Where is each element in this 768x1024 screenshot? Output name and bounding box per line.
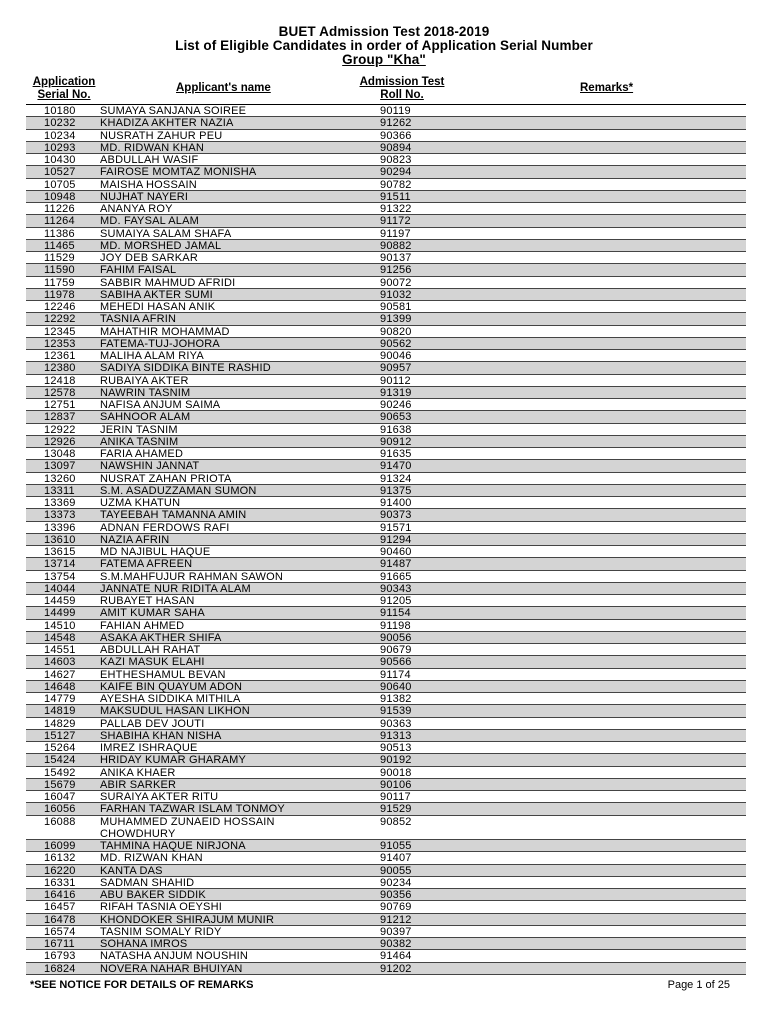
application-serial-cell: 16056 [44,803,76,816]
table-row [26,460,746,472]
application-serial-cell: 14510 [44,619,76,632]
applicant-name-cell: MALIHA ALAM RIYA [100,350,204,362]
application-serial-cell: 12751 [44,399,76,411]
application-serial-cell: 16711 [44,938,75,950]
roll-number-cell: 91382 [380,693,412,705]
applicant-name-cell: MD. RIZWAN KHAN [100,852,203,865]
applicant-name-cell: FARIA AHAMED [100,448,184,460]
roll-number-cell: 91539 [380,705,412,718]
applicant-name-cell: ADNAN FERDOWS RAFI [100,521,230,534]
application-serial-cell: 14044 [44,582,76,595]
application-serial-cell: 13097 [44,460,76,473]
applicant-name-cell: ASAKA AKTHER SHIFA [100,631,222,644]
table-row [26,228,746,240]
roll-number-cell: 90513 [380,742,412,754]
roll-number-cell: 90882 [380,239,412,252]
application-serial-cell: 10180 [44,105,76,117]
application-serial-cell: 12345 [44,325,76,338]
application-serial-cell: 10705 [44,178,76,191]
applicant-name-cell: KHONDOKER SHIRAJUM MUNIR [100,913,275,926]
applicant-name-cell: EHTHESHAMUL BEVAN [100,668,226,681]
application-serial-cell: 12292 [44,313,76,326]
roll-number-cell: 90382 [380,938,412,950]
application-serial-cell: 13048 [44,448,76,460]
applicant-name-cell: AYESHA SIDDIKA MITHILA [100,693,241,705]
applicant-name-cell: TASNIM SOMALY RIDY [100,925,222,938]
table-row [26,105,746,117]
roll-number-cell: 91202 [380,962,412,975]
applicant-name-cell: MAISHA HOSSAIN [100,178,197,191]
column-header-serial [26,76,102,102]
table-row [26,362,746,374]
applicant-name-cell: NAZIA AFRIN [100,533,170,546]
applicant-name-cell: JANNATE NUR RIDITA ALAM [100,582,251,595]
applicant-name-cell: ABU BAKER SIDDIK [100,889,206,901]
applicant-name-cell: KHADIZA AKHTER NAZIA [100,117,234,130]
roll-number-cell: 91399 [380,313,412,326]
table-row [26,644,746,656]
application-serial-cell: 16793 [44,950,76,963]
roll-number-cell: 91294 [380,533,412,546]
applicant-name-cell: FAIROSE MOMTAZ MONISHA [100,166,257,179]
roll-number-cell: 90137 [380,252,412,264]
column-header-roll-line1: Admission Test [359,76,445,88]
applicant-name-cell: AMIT KUMAR SAHA [100,607,205,620]
roll-number-cell: 90820 [380,325,412,338]
page-number: Page 1 of 25 [667,979,730,991]
table-row [26,497,746,509]
roll-number-cell: 91324 [380,472,412,485]
roll-number-cell: 91571 [380,521,412,534]
table-row [26,803,746,815]
column-header-serial-line2: Serial No. [37,89,91,101]
application-serial-cell: 14551 [44,644,76,656]
applicant-name-cell: S.M. ASADUZZAMAN SUMON [100,484,257,497]
table-row [26,595,746,607]
table-row [26,191,746,203]
application-serial-cell: 16824 [44,962,76,975]
table-row [26,693,746,705]
application-serial-cell: 12926 [44,435,76,448]
table-row [26,436,746,448]
applicant-name-cell: SUMAIYA SALAM SHAFA [100,227,232,240]
table-row [26,277,746,289]
applicant-name-cell: ABDULLAH WASIF [100,154,199,166]
table-row [26,558,746,570]
applicant-name-cell: RIFAH TASNIA OEYSHI [100,901,222,914]
table-row [26,901,746,913]
roll-number-cell: 91375 [380,484,412,497]
roll-number-cell: 91322 [380,203,412,215]
table-row [26,571,746,583]
column-header-name: Applicant's name [176,82,271,94]
table-row [26,730,746,742]
application-serial-cell: 13369 [44,497,76,509]
remarks-notice: *SEE NOTICE FOR DETAILS OF REMARKS [30,979,254,991]
application-serial-cell: 15492 [44,766,76,779]
application-serial-cell: 16047 [44,791,76,803]
roll-number-cell: 90397 [380,925,412,938]
table-row [26,411,746,423]
roll-number-cell: 91470 [380,460,412,473]
roll-number-cell: 90055 [380,864,412,877]
roll-number-cell: 90192 [380,754,412,767]
table-row [26,865,746,877]
roll-number-cell: 91638 [380,423,412,436]
applicant-name-cell: FATEMA AFREEN [100,558,193,571]
applicant-name-cell: NOVERA NAHAR BHUIYAN [100,962,243,975]
table-row [26,313,746,325]
roll-number-cell: 90106 [380,778,412,791]
table-row [26,938,746,950]
table-row [26,117,746,129]
roll-number-cell: 90046 [380,350,412,362]
roll-number-cell: 90653 [380,411,412,424]
application-serial-cell: 10232 [44,117,76,130]
applicant-name-cell: KAZI MASUK ELAHI [100,656,205,669]
table-row [26,963,746,975]
application-serial-cell: 13610 [44,533,76,546]
application-serial-cell: 11226 [44,203,75,215]
applicant-name-cell: MEHEDI HASAN ANIK [100,301,216,313]
roll-number-cell: 90957 [380,362,412,375]
table-row [26,926,746,938]
roll-number-cell: 90581 [380,301,412,313]
roll-number-cell: 90119 [380,105,411,117]
table-row [26,889,746,901]
application-serial-cell: 14459 [44,595,76,607]
table-row [26,350,746,362]
applicant-name-cell: PALLAB DEV JOUTI [100,717,205,730]
table-row [26,485,746,497]
candidate-table [26,105,746,975]
roll-number-cell: 91172 [380,215,411,228]
table-row [26,399,746,411]
application-serial-cell: 11264 [44,215,75,228]
table-row [26,607,746,619]
applicant-name-cell: TAYEEBAH TAMANNA AMIN [100,509,247,522]
table-row [26,424,746,436]
application-serial-cell: 13615 [44,546,76,558]
applicant-name-cell: MD. MORSHED JAMAL [100,239,222,252]
roll-number-cell: 90294 [380,166,412,179]
table-row [26,240,746,252]
column-header-serial-line1: Application [32,76,96,88]
application-serial-cell: 14603 [44,656,76,669]
roll-number-cell: 90679 [380,644,412,656]
application-serial-cell: 14779 [44,693,76,705]
applicant-name-cell: SAHNOOR ALAM [100,411,191,424]
table-row [26,509,746,521]
applicant-name-cell: TASNIA AFRIN [100,313,177,326]
applicant-name-cell: NAWSHIN JANNAT [100,460,200,473]
application-serial-cell: 10527 [44,166,76,179]
table-row [26,301,746,313]
table-row [26,387,746,399]
applicant-name-cell: MD NAJIBUL HAQUE [100,546,211,558]
application-serial-cell: 12380 [44,362,76,375]
roll-number-cell: 91212 [380,913,412,926]
roll-number-cell: 90246 [380,399,412,411]
application-serial-cell: 14829 [44,717,76,730]
table-row [26,473,746,485]
roll-number-cell: 91154 [380,607,411,620]
table-row [26,632,746,644]
application-serial-cell: 14499 [44,607,76,620]
applicant-name-cell: ANIKA TASNIM [100,435,179,448]
application-serial-cell: 16416 [44,889,76,901]
application-serial-cell: 10293 [44,141,76,154]
application-serial-cell: 16574 [44,925,76,938]
application-serial-cell: 11978 [44,288,75,301]
applicant-name-cell: FATEMA-TUJ-JOHORA [100,337,220,350]
application-serial-cell: 16331 [44,876,76,889]
applicant-name-cell: FAHIAN AHMED [100,619,185,632]
applicant-name-cell: SABIHA AKTER SUMI [100,288,213,301]
table-row [26,448,746,460]
application-serial-cell: 15264 [44,742,76,754]
roll-number-cell: 90769 [380,901,412,914]
roll-number-cell: 91407 [380,852,412,865]
application-serial-cell: 12246 [44,301,76,313]
application-serial-cell: 16457 [44,901,76,914]
application-serial-cell: 11386 [44,227,75,240]
table-row [26,620,746,632]
roll-number-cell: 91262 [380,117,412,130]
table-row [26,950,746,962]
applicant-name-cell: ABDULLAH RAHAT [100,644,201,656]
roll-number-cell: 90234 [380,876,412,889]
table-row [26,130,746,142]
application-serial-cell: 15127 [44,729,76,742]
applicant-name-cell: SURAIYA AKTER RITU [100,791,219,803]
column-headers [26,76,746,102]
roll-number-cell: 91032 [380,288,412,301]
applicant-name-cell: RUBAYET HASAN [100,595,195,607]
application-serial-cell: 12418 [44,374,76,387]
table-row [26,718,746,730]
applicant-name-cell: S.M.MAHFUJUR RAHMAN SAWON [100,570,284,583]
roll-number-cell: 90894 [380,141,412,154]
application-serial-cell: 13396 [44,521,76,534]
application-serial-cell: 13373 [44,509,76,522]
roll-number-cell: 90072 [380,276,412,289]
roll-number-cell: 91400 [380,497,412,509]
application-serial-cell: 14648 [44,680,76,693]
applicant-name-cell: SHABIHA KHAN NISHA [100,729,222,742]
roll-number-cell: 90562 [380,337,412,350]
application-serial-cell: 12837 [44,411,76,424]
application-serial-cell: 14819 [44,705,76,718]
roll-number-cell: 91174 [380,668,411,681]
roll-number-cell: 90356 [380,889,412,901]
applicant-name-cell: ABIR SARKER [100,778,177,791]
roll-number-cell: 91529 [380,803,412,816]
application-serial-cell: 16220 [44,864,76,877]
application-serial-cell: 13714 [44,558,76,571]
roll-number-cell: 90366 [380,129,412,142]
roll-number-cell: 91319 [380,386,412,399]
roll-number-cell: 91464 [380,950,412,963]
roll-number-cell: 91635 [380,448,412,460]
applicant-name-cell: TAHMINA HAQUE NIRJONA [100,840,246,852]
table-row [26,522,746,534]
column-header-remarks: Remarks* [580,82,634,94]
applicant-name-cell: RUBAIYA AKTER [100,374,189,387]
table-row [26,338,746,350]
roll-number-cell: 90823 [380,154,412,166]
table-row [26,583,746,595]
applicant-name-cell: JOY DEB SARKAR [100,252,198,264]
roll-number-cell: 90117 [380,791,411,803]
table-row [26,375,746,387]
roll-number-cell: 91205 [380,595,412,607]
table-row [26,669,746,681]
table-row [26,754,746,766]
column-header-roll [350,76,454,102]
applicant-name-cell: NUSRATH ZAHUR PEU [100,129,223,142]
roll-number-cell: 90912 [380,435,412,448]
applicant-name-cell: NATASHA ANJUM NOUSHIN [100,950,249,963]
applicant-name-cell: IMREZ ISHRAQUE [100,742,198,754]
application-serial-cell: 13260 [44,472,76,485]
document-subtitle: List of Eligible Candidates in order of Application Serial Number [175,38,593,53]
applicant-name-cell: MUHAMMED ZUNAEID HOSSAIN CHOWDHURY [100,815,275,840]
applicant-name-cell: MAKSUDUL HASAN LIKHON [100,705,250,718]
applicant-name-cell: SOHANA IMROS [100,938,188,950]
applicant-name-cell: ANANYA ROY [100,203,173,215]
applicant-name-cell: SADIYA SIDDIKA BINTE RASHID [100,362,271,375]
roll-number-cell: 90782 [380,178,412,191]
applicant-name-cell: SABBIR MAHMUD AFRIDI [100,276,236,289]
applicant-name-cell: NUJHAT NAYERI [100,190,189,203]
table-row [26,791,746,803]
applicant-name-cell: MD. FAYSAL ALAM [100,215,199,228]
applicant-name-cell: FARHAN TAZWAR ISLAM TONMOY [100,803,285,816]
applicant-name-cell: SUMAYA SANJANA SOIREE [100,105,247,117]
roll-number-cell: 90343 [380,582,412,595]
table-row [26,852,746,864]
application-serial-cell: 16132 [44,852,76,865]
application-serial-cell: 15424 [44,754,76,767]
roll-number-cell: 91055 [380,840,412,852]
applicant-name-cell: NAFISA ANJUM SAIMA [100,399,221,411]
applicant-name-cell: HRIDAY KUMAR GHARAMY [100,754,247,767]
document-title: BUET Admission Test 2018-2019 [278,24,490,39]
application-serial-cell: 12361 [44,350,76,362]
roll-number-cell: 90640 [380,680,412,693]
table-row [26,767,746,779]
application-serial-cell: 11759 [44,276,75,289]
application-serial-cell: 11465 [44,239,75,252]
application-serial-cell: 16088 [44,815,76,828]
application-serial-cell: 14627 [44,668,76,681]
table-row [26,179,746,191]
group-label: Group "Kha" [342,52,426,67]
table-row [26,252,746,264]
application-serial-cell: 13311 [44,484,75,497]
applicant-name-cell: UZMA KHATUN [100,497,181,509]
table-row [26,203,746,215]
table-row [26,166,746,178]
applicant-name-cell: NAWRIN TASNIM [100,386,191,399]
application-serial-cell: 15679 [44,778,76,791]
application-serial-cell: 10234 [44,129,76,142]
table-row [26,154,746,166]
table-row [26,816,746,841]
table-row [26,656,746,668]
applicant-name-cell: SADMAN SHAHID [100,876,195,889]
roll-number-cell: 91487 [380,558,412,571]
roll-number-cell: 90363 [380,717,412,730]
roll-number-cell: 91313 [380,729,412,742]
application-serial-cell: 10430 [44,154,76,166]
application-serial-cell: 11529 [44,252,75,264]
table-row [26,705,746,717]
roll-number-cell: 90373 [380,509,412,522]
table-row [26,289,746,301]
table-row [26,840,746,852]
applicant-name-cell: ANIKA KHAER [100,766,176,779]
table-row [26,264,746,276]
roll-number-cell: 90056 [380,631,412,644]
applicant-name-cell: FAHIM FAISAL [100,264,177,277]
applicant-name-cell: MD. RIDWAN KHAN [100,141,205,154]
roll-number-cell: 90566 [380,656,412,669]
application-serial-cell: 14548 [44,631,76,644]
roll-number-cell: 91198 [380,619,411,632]
application-serial-cell: 12922 [44,423,76,436]
table-row [26,681,746,693]
application-serial-cell: 13754 [44,570,76,583]
table-row [26,779,746,791]
application-serial-cell: 10948 [44,190,76,203]
application-serial-cell: 11590 [44,264,75,277]
column-header-roll-line2: Roll No. [380,89,424,101]
table-row [26,742,746,754]
application-serial-cell: 12578 [44,386,76,399]
roll-number-cell: 90460 [380,546,412,558]
application-serial-cell: 16099 [44,840,76,852]
roll-number-cell: 90852 [380,815,412,828]
document-header [0,25,768,67]
table-row [26,914,746,926]
table-row [26,546,746,558]
roll-number-cell: 91665 [380,570,412,583]
table-row [26,877,746,889]
table-row [26,326,746,338]
roll-number-cell: 91197 [380,227,411,240]
table-row [26,534,746,546]
roll-number-cell: 90112 [380,374,411,387]
roll-number-cell: 90018 [380,766,412,779]
roll-number-cell: 91256 [380,264,412,277]
applicant-name-cell: NUSRAT ZAHAN PRIOTA [100,472,232,485]
applicant-name-cell: KANTA DAS [100,864,163,877]
applicant-name-cell: MAHATHIR MOHAMMAD [100,325,230,338]
applicant-name-cell: KAIFE BIN QUAYUM ADON [100,680,243,693]
application-serial-cell: 16478 [44,913,76,926]
applicant-name-cell: JERIN TASNIM [100,423,178,436]
table-row [26,215,746,227]
roll-number-cell: 91511 [380,190,411,203]
application-serial-cell: 12353 [44,337,76,350]
table-row [26,142,746,154]
